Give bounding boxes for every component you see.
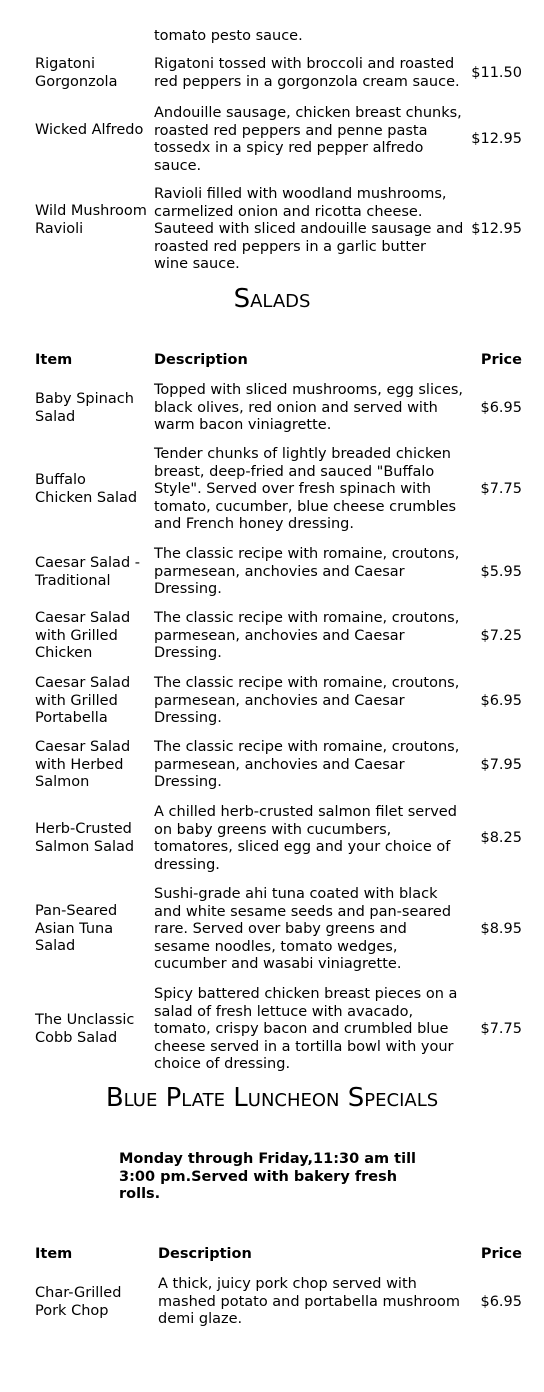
menu-item-row [0, 610, 544, 663]
menu-item-row [0, 886, 544, 974]
menu-item-description: The classic recipe with romaine, croutons, parmesean, anchovies and Caesar Dressing. [154, 610, 460, 661]
menu-item-price: $12.95 [471, 221, 522, 237]
menu-item-name: Caesar Salad with Grilled Portabella [35, 675, 131, 726]
menu-item-row [0, 739, 544, 792]
menu-item-name: Pan-Seared Asian Tuna Salad [35, 903, 118, 954]
menu-item-price: $7.25 [480, 628, 522, 644]
pasta-intro-fragment: tomato pesto sauce. [154, 28, 303, 44]
menu-item-row [0, 1276, 544, 1329]
menu-item-name: Baby Spinach Salad [35, 391, 134, 425]
menu-item-price: $8.25 [480, 830, 522, 846]
menu-item-description: A chilled herb-crusted salmon filet served on baby greens with cucumbers, tomatores, sliced egg and your choice of dressing. [154, 804, 457, 873]
menu-item-name: Char-Grilled Pork Chop [35, 1285, 122, 1319]
menu-item-row [0, 382, 544, 435]
section-title-blue-plate: Blue Plate Luncheon Specials [105, 1083, 439, 1113]
menu-item-name: Caesar Salad with Grilled Chicken [35, 610, 131, 661]
menu-item-description: The classic recipe with romaine, croutons, parmesean, anchovies and Caesar Dressing. [154, 675, 460, 726]
column-header-price: Price [480, 352, 522, 368]
menu-item-price: $7.75 [480, 1021, 522, 1037]
menu-item-price: $6.95 [480, 400, 522, 416]
table-header [0, 352, 544, 370]
menu-item-description: Spicy battered chicken breast pieces on a salad of fresh lettuce with avacado, tomato, crispy bacon and crumbled blue cheese served in a tortilla bowl with your choice of dressing. [154, 986, 458, 1072]
menu-item-name: Rigatoni Gorgonzola [35, 56, 118, 90]
menu-item-name: Wicked Alfredo [35, 122, 144, 138]
menu-item-row [0, 804, 544, 874]
menu-item-description: Rigatoni tossed with broccoli and roasted red peppers in a gorgonzola cream sauce. [154, 56, 460, 90]
table-header [0, 1246, 544, 1264]
menu-item-name: Wild Mushroom Ravioli [35, 203, 147, 237]
menu-item-price: $11.50 [471, 65, 522, 81]
menu-item-description: The classic recipe with romaine, croutons, parmesean, anchovies and Caesar Dressing. [154, 546, 460, 597]
menu-item-price: $7.75 [480, 481, 522, 497]
column-header-item: Item [35, 352, 73, 368]
menu-item-price: $7.95 [480, 757, 522, 773]
column-header-item: Item [35, 1246, 73, 1262]
menu-item-description: Sushi-grade ahi tuna coated with black and white sesame seeds and pan-seared rare. Served over baby greens and sesame noodles, tomato wedges, cucumber and wasabi viniagrette. [154, 886, 452, 972]
menu-item-description: Tender chunks of lightly breaded chicken breast, deep-fried and sauced "Buffalo Style". Served over fresh spinach with tomato, cucumber, blue cheese crumbles and French honey dressing. [154, 446, 457, 532]
menu-item-price: $6.95 [480, 693, 522, 709]
menu-item-name: Caesar Salad with Herbed Salmon [35, 739, 131, 790]
menu-item-name: Buffalo Chicken Salad [35, 472, 138, 506]
menu-item-row [0, 546, 544, 599]
menu-item-row [0, 675, 544, 728]
menu-item-row [0, 105, 544, 175]
menu-item-price: $8.95 [480, 921, 522, 937]
menu-item-name: Caesar Salad - Traditional [35, 555, 140, 589]
blue-plate-note: Monday through Friday,11:30 am till 3:00 pm.Served with bakery fresh rolls. [119, 1151, 417, 1202]
menu-item-description: Ravioli filled with woodland mushrooms, carmelized onion and ricotta cheese. Sauteed with sliced andouille sausage and roasted red peppers in a garlic butter wine sauce. [154, 186, 464, 272]
menu-item-price: $5.95 [480, 564, 522, 580]
menu-item-row [0, 446, 544, 534]
menu-item-price: $12.95 [471, 131, 522, 147]
column-header-description: Description [158, 1246, 252, 1262]
menu-item-row [0, 986, 544, 1074]
menu-item-description: The classic recipe with romaine, croutons, parmesean, anchovies and Caesar Dressing. [154, 739, 460, 790]
section-title-salads: Salads [233, 284, 311, 314]
menu-item-description: A thick, juicy pork chop served with mashed potato and portabella mushroom demi glaze. [158, 1276, 461, 1327]
menu-item-row [0, 56, 544, 92]
column-header-description: Description [154, 352, 248, 368]
menu-item-name: The Unclassic Cobb Salad [35, 1012, 135, 1046]
menu-item-row [0, 186, 544, 274]
menu-item-description: Andouille sausage, chicken breast chunks, roasted red peppers and penne pasta tossedx in a spicy red pepper alfredo sauce. [154, 105, 462, 174]
menu-item-description: Topped with sliced mushrooms, egg slices, black olives, red onion and served with warm bacon viniagrette. [154, 382, 464, 433]
menu-item-name: Herb-Crusted Salmon Salad [35, 821, 135, 855]
menu-item-price: $6.95 [480, 1294, 522, 1310]
column-header-price: Price [480, 1246, 522, 1262]
